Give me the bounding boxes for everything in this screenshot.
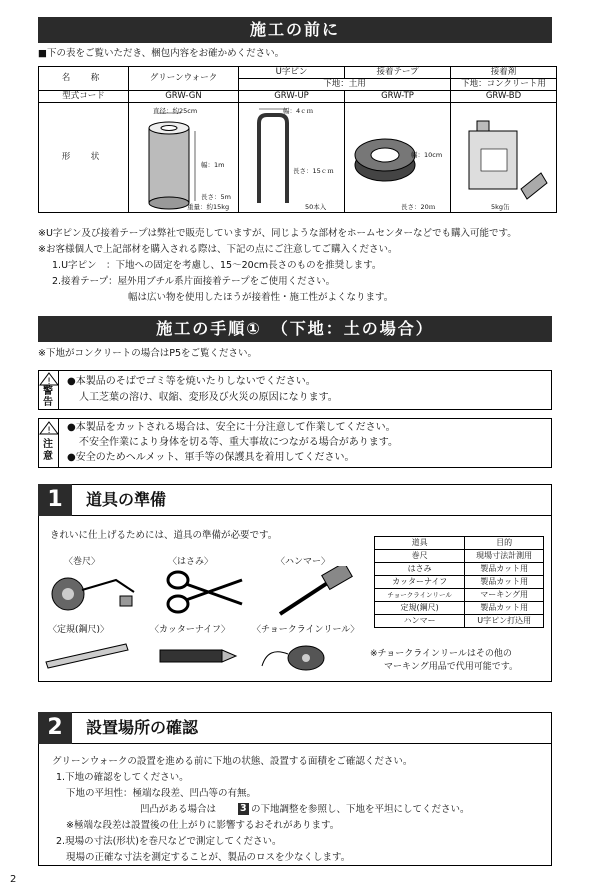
site-check-step-1: 1.下地の確認をしてください。 [56, 772, 189, 783]
tools-table-head-purpose: 目的 [465, 537, 544, 550]
tool-caption-tape: 〈巻尺〉 [64, 557, 101, 567]
note-caution: ※お客様個人で上記部材を購入される際は、下記の点にご注意してご購入ください。 [38, 244, 398, 255]
warning-line-1: ●本製品のそばでゴミ等を焼いたりしないでください。 [67, 376, 316, 387]
tool-caption-scissors: 〈はさみ〉 [168, 557, 214, 567]
code-bd: GRW-BD [451, 91, 557, 103]
cutter-knife-icon [150, 642, 240, 672]
caution-label: ! 注 意 [39, 419, 59, 467]
note-tape-width: 幅は広い物を使用したほうが接着性・施工性がよくなります。 [128, 292, 394, 303]
warning-box [38, 370, 552, 410]
table-row: 巻尺 [375, 550, 465, 563]
chalk-line-reel-icon [254, 636, 344, 676]
up-width: 幅：4ｃｍ [283, 107, 314, 115]
tool-caption-chalk-reel: 〈チョークラインリール〉 [252, 625, 360, 635]
chalk-reel-note-1: ※チョークラインリールはその他の [370, 649, 512, 659]
section-header-procedure: 施工の手順① （下地：土の場合） [38, 316, 552, 342]
shape-bd [451, 103, 557, 213]
chalk-reel-note-2: マーキング用品で代用可能です。 [384, 662, 519, 672]
table-row: カッターナイフ [375, 576, 465, 589]
flatness-text: 下地の平坦性：極端な段差、凹凸等の有無。 [66, 788, 257, 799]
u-pin-icon [239, 103, 345, 213]
svg-text:!: ! [47, 426, 51, 435]
tool-caption-hammer: 〈ハンマー〉 [276, 557, 331, 567]
site-check-intro: グリーンウォークの設置を進める前に下地の状態、設置する面積をご確認ください。 [52, 756, 413, 767]
section-2-number: 2 [38, 712, 72, 744]
code-label: 型式コード [39, 91, 129, 103]
unevenness-text: 凹凸がある場合は [140, 804, 217, 815]
tools-table: 道具 目的 巻尺 現場寸法計測用 はさみ 製品カット用 カッターナイフ 製品カット用 チョークラインリール マーキング用 定規(鋼尺) 製品カット用 ハンマー U字ピン打込用 [374, 536, 544, 628]
tools-intro: きれいに仕上げるためには、道具の準備が必要です。 [50, 530, 278, 541]
up-length: 長さ：15ｃｍ [293, 167, 334, 175]
product-name-tp: 接着テープ [345, 67, 451, 79]
caution-line-1: ●本製品をカットされる場合は、安全に十分注意して作業してください。 [67, 422, 396, 433]
shape-gn [129, 103, 239, 213]
step-warning-note: ※極端な段差は設置後の仕上がりに影響するおそれがあります。 [66, 820, 340, 831]
section-2-title: 設置場所の確認 [86, 718, 199, 737]
section-header-before-install: 施工の前に [38, 17, 552, 43]
caution-line-3: ●安全のためヘルメット、軍手等の保護具を着用してください。 [67, 452, 355, 463]
code-up: GRW-UP [239, 91, 345, 103]
note-tape: 2.接着テープ：屋外用ブチル系片面接着テープをご使用ください。 [52, 276, 336, 287]
caution-box [38, 418, 552, 468]
table-row: 定規(鋼尺) [375, 602, 465, 615]
tp-width: 幅：10cm [411, 151, 443, 159]
caution-line-2: 不安全作業により身体を切る等、重大事故につながる場合があります。 [79, 437, 398, 448]
tools-table-head-tool: 道具 [375, 537, 465, 550]
table-row: チョークラインリール [375, 589, 465, 602]
concrete-note: ※下地がコンクリートの場合はP5をご覧ください。 [38, 348, 258, 359]
ruler-icon [42, 640, 132, 670]
gn-length: 長さ：5m [201, 193, 231, 201]
gn-weight: 重量：約15kg [187, 203, 230, 211]
tool-caption-cutter: 〈カッターナイフ〉 [150, 625, 231, 635]
svg-text:!: ! [47, 377, 51, 386]
adhesive-can-icon [451, 103, 557, 213]
tool-caption-ruler: 〈定規(鋼尺)〉 [48, 625, 110, 635]
caution-triangle-icon [39, 421, 59, 435]
section-1-title: 道具の準備 [86, 490, 167, 509]
step-3-ref-badge: 3 [240, 803, 247, 814]
product-sub-soil: 下地：土用 [239, 79, 451, 91]
product-spec-table [38, 66, 557, 213]
shape-tp [345, 103, 451, 213]
product-name-bd: 接着剤 [451, 67, 557, 79]
warning-line-2: 人工芝葉の溶け、収縮、変形及び火災の原因になります。 [79, 392, 338, 403]
unevenness-text-2: の下地調整を参照し、下地を平坦にしてください。 [251, 804, 470, 815]
intro-text: ■下の表をご覧いただき、梱包内容をお確かめください。 [38, 48, 285, 59]
note-upin: 1.U字ピン ：下地への固定を考慮し、15〜20cm長さのものを推奨します。 [52, 260, 382, 271]
up-qty: 50本入 [305, 203, 327, 211]
shape-up [239, 103, 345, 213]
gn-width: 幅：1m [201, 161, 225, 169]
warning-triangle-icon [39, 372, 59, 386]
tape-measure-icon [46, 568, 136, 618]
page-number: 2 [10, 874, 17, 885]
name-label: 名 称 [39, 67, 129, 91]
shape-label: 形 状 [39, 103, 129, 213]
warning-label: ! 警 告 [39, 371, 59, 409]
bd-can: 5kg缶 [491, 203, 510, 211]
table-row: ハンマー [375, 615, 465, 628]
scissors-icon [160, 566, 250, 618]
site-check-step-2: 2.現場の寸法(形状)を巻尺などで測定してください。 [56, 836, 282, 847]
section-1-header [38, 484, 552, 516]
note-purchase: ※U字ピン及び接着テープは弊社で販売していますが、同じような部材をホームセンターなどでも購入可能です。 [38, 228, 517, 239]
gn-diameter: 直径：約25cm [153, 107, 198, 115]
measure-accuracy-text: 現場の正確な寸法を測定することが、製品のロスを少なくします。 [66, 852, 351, 863]
section-2-header [38, 712, 552, 744]
product-name-gn: グリーンウォーク [129, 67, 239, 91]
product-sub-concrete: 下地：コンクリート用 [451, 79, 557, 91]
section-1-number: 1 [38, 484, 72, 516]
code-tp: GRW-TP [345, 91, 451, 103]
code-gn: GRW-GN [129, 91, 239, 103]
tp-length: 長さ：20ｍ [401, 203, 436, 211]
table-row: はさみ [375, 563, 465, 576]
hammer-icon [272, 566, 362, 620]
product-name-up: U字ピン [239, 67, 345, 79]
